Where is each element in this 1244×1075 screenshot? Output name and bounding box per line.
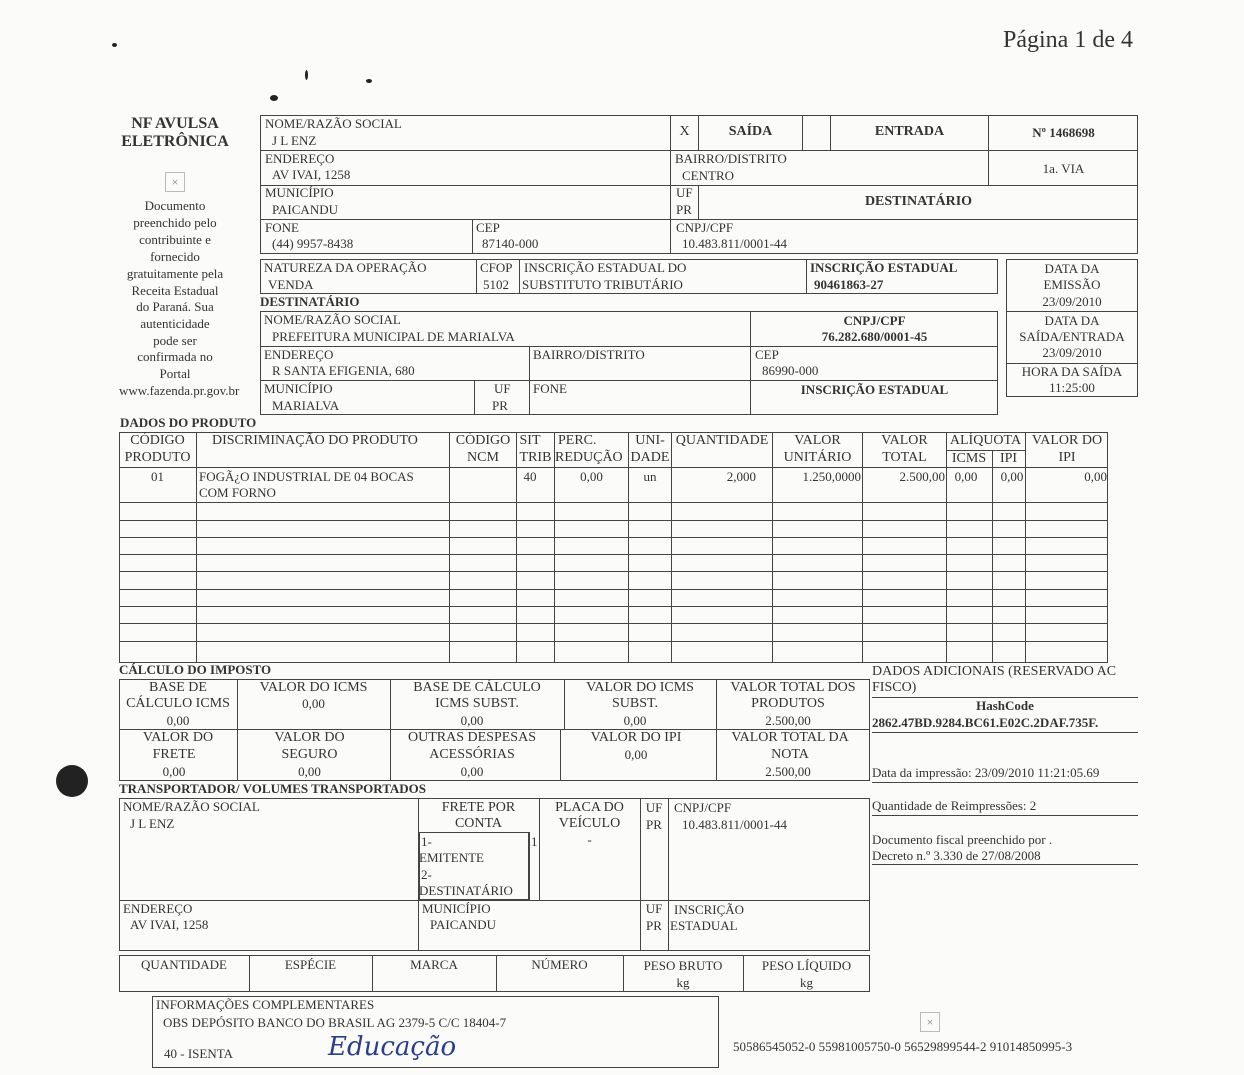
transp-cnpj-label: CNPJ/CPF — [674, 800, 732, 815]
col-aliq-icms-label: ICMS — [951, 451, 987, 466]
frete-option: 2- — [421, 867, 432, 882]
broken-image-icon: × — [920, 1012, 940, 1032]
scan-speck — [305, 70, 308, 80]
handwritten-note: Educação — [328, 1032, 457, 1062]
total-produtos-label1: VALOR TOTAL DOS — [730, 680, 856, 695]
transp-endereco: AV IVAI, 1258 — [130, 917, 209, 932]
notice-line: confirmada no — [137, 349, 213, 364]
broken-image-icon: × — [165, 172, 185, 192]
data-emissao: 23/09/2010 — [1042, 294, 1102, 309]
hora-saida: 11:25:00 — [1049, 380, 1095, 395]
emitente-endereco: AV IVAI, 1258 — [272, 167, 351, 182]
vol-peso-liquido-unit: kg — [800, 975, 813, 990]
base-subst-value: 0,00 — [460, 713, 484, 728]
frete-option: 1- — [421, 834, 432, 849]
emitente-bairro: CENTRO — [682, 168, 734, 183]
transp-nome-label: NOME/RAZÃO SOCIAL — [123, 799, 260, 814]
item-valor-ipi: 0,00 — [1084, 469, 1107, 484]
base-subst-label1: BASE DE CÁLCULO — [413, 680, 541, 695]
notice-line: Portal — [159, 366, 191, 381]
transp-endereco-label: ENDEREÇO — [123, 901, 193, 916]
emitente-nome: J L ENZ — [272, 133, 317, 148]
vol-peso-liquido-label: PESO LÍQUIDO — [761, 958, 852, 973]
scan-speck — [112, 43, 117, 47]
col-unidade-label1: UNI- — [635, 433, 665, 448]
doc-title-line1: NF AVULSA — [131, 115, 219, 132]
notice-line: contribuinte e — [139, 232, 211, 247]
via-label: 1a. VIA — [1042, 161, 1085, 176]
col-aliq-ipi-label: IPI — [999, 451, 1018, 466]
transp-ie-label2: ESTADUAL — [670, 918, 738, 933]
complementares-isenta: 40 - ISENTA — [164, 1046, 234, 1061]
emitente-cnpj: 10.483.811/0001-44 — [682, 236, 787, 251]
icms-subst-label1: VALOR DO ICMS — [586, 680, 694, 695]
col-codigo-label1: CÓDIGO — [130, 433, 185, 448]
dest-cnpj-label: CNPJ/CPF — [843, 313, 906, 328]
dest-endereco: R SANTA EFIGENIA, 680 — [272, 363, 415, 378]
vol-numero-label: NÚMERO — [531, 957, 588, 972]
vol-especie-label: ESPÉCIE — [284, 957, 337, 972]
notice-line: do Paraná. Sua — [136, 299, 214, 314]
natureza-operacao: VENDA — [268, 277, 314, 292]
item-valor-total: 2.500,00 — [899, 469, 945, 484]
base-icms-label2: CÁLCULO ICMS — [126, 696, 230, 711]
transp-uf2: PR — [646, 918, 662, 933]
scan-speck — [270, 95, 278, 101]
notice-line: gratuitamente pela — [126, 266, 224, 281]
nota-number: Nº 1468698 — [1032, 125, 1095, 140]
base-icms-label1: BASE DE — [149, 680, 207, 695]
imposto-heading: CÁLCULO DO IMPOSTO — [119, 662, 272, 677]
punch-hole-mark — [56, 765, 88, 797]
produtos-heading: DADOS DO PRODUTO — [120, 415, 257, 430]
transp-cnpj: 10.483.811/0001-44 — [682, 817, 787, 832]
frete-label1: VALOR DO — [142, 730, 214, 745]
emitente-bairro-label: BAIRRO/DISTRITO — [675, 151, 787, 166]
col-valor-unitario-label2: UNITÁRIO — [783, 450, 852, 465]
dest-uf: PR — [492, 398, 508, 413]
icms-subst-label2: SUBST. — [611, 696, 659, 711]
saida-check-mark: X — [679, 124, 690, 139]
decreto-line2: Decreto n.º 3.330 de 27/08/2008 — [872, 848, 1041, 863]
frete-option: DESTINATÁRIO — [419, 883, 513, 898]
dest-municipio-label: MUNICÍPIO — [264, 381, 333, 396]
saida-label2: SAÍDA/ENTRADA — [1019, 329, 1125, 344]
valor-ipi-value: 0,00 — [624, 747, 648, 762]
item-codigo: 01 — [151, 469, 164, 484]
item-valor-unitario: 1.250,0000 — [802, 469, 861, 484]
placa-label2: VEÍCULO — [558, 816, 621, 831]
seguro-value: 0,00 — [298, 764, 321, 779]
valor-icms-value: 0,00 — [302, 696, 325, 711]
frete-value: 0,00 — [162, 764, 186, 779]
dest-cnpj: 76.282.680/0001-45 — [821, 329, 928, 344]
item-descricao-line1: FOGÃ¿O INDUSTRIAL DE 04 BOCAS — [199, 469, 414, 484]
icms-subst-value: 0,00 — [623, 713, 647, 728]
emitente-cnpj-label: CNPJ/CPF — [676, 220, 734, 235]
item-sit-trib: 40 — [523, 469, 537, 484]
notice-line: Receita Estadual — [131, 283, 219, 298]
transp-uf-label: UF — [645, 800, 663, 815]
scan-speck — [366, 79, 372, 83]
barcode-number: 50586545052-0 55981005750-0 56529899544-2 91014850995-3 — [733, 1039, 1073, 1054]
total-nota-label1: VALOR TOTAL DA — [731, 730, 849, 745]
emitente-fone-label: FONE — [265, 220, 299, 235]
transp-uf: PR — [646, 817, 662, 832]
item-perc-reducao: 0,00 — [580, 469, 603, 484]
base-subst-label2: ICMS SUBST. — [435, 696, 519, 711]
saida-label1: DATA DA — [1044, 313, 1100, 328]
destinatario-heading: DESTINATÁRIO — [260, 294, 360, 309]
notice-line: Documento — [144, 198, 206, 213]
vol-peso-bruto-label: PESO BRUTO — [643, 958, 723, 973]
transp-municipio-label: MUNICÍPIO — [422, 901, 491, 916]
notice-line: autenticidade — [140, 316, 210, 331]
frete-conta-label2: CONTA — [454, 816, 503, 831]
dest-nome: PREFEITURA MUNICIPAL DE MARIALVA — [272, 329, 515, 344]
col-valor-unitario-label1: VALOR — [794, 433, 841, 448]
seguro-label1: VALOR DO — [274, 730, 345, 745]
col-valor-total-label1: VALOR — [881, 433, 928, 448]
hora-label: HORA DA SAÍDA — [1021, 364, 1123, 379]
col-ncm-label2: NCM — [467, 450, 499, 465]
seguro-label2: SEGURO — [281, 747, 338, 762]
dest-ie-label: INSCRIÇÃO ESTADUAL — [800, 382, 949, 397]
outras-despesas-label1: OUTRAS DESPESAS — [408, 730, 536, 745]
item-quantidade: 2,000 — [726, 469, 756, 484]
total-produtos-label2: PRODUTOS — [751, 696, 825, 711]
adicionais-heading-line1: DADOS ADICIONAIS (RESERVADO AC — [872, 664, 1117, 679]
emitente-municipio-label: MUNICÍPIO — [265, 185, 334, 200]
notice-line: fornecido — [150, 249, 200, 264]
vol-quantidade-label: QUANTIDADE — [141, 957, 227, 972]
entrada-label: ENTRADA — [874, 124, 945, 139]
dest-endereco-label: ENDEREÇO — [264, 347, 334, 362]
col-perc-label2: REDUÇÃO — [555, 450, 623, 465]
col-quantidade-label: QUANTIDADE — [675, 433, 769, 448]
col-aliquota-label: ALÍQUOTA — [949, 433, 1022, 448]
ie-value: 90461863-27 — [814, 277, 884, 292]
data-impressao: Data da impressão: 23/09/2010 11:21:05.69 — [872, 765, 1100, 780]
emitente-endereco-label: ENDEREÇO — [265, 151, 335, 166]
total-nota-label2: NOTA — [771, 747, 809, 762]
cfop-label: CFOP — [480, 260, 513, 275]
col-valor-total-label2: TOTAL — [882, 450, 927, 465]
item-descricao-line2: COM FORNO — [199, 485, 276, 500]
item-unidade: un — [643, 469, 657, 484]
decreto-line1: Documento fiscal preenchido por . — [872, 832, 1053, 847]
valor-ipi-label: VALOR DO IPI — [590, 730, 682, 745]
saida-label: SAÍDA — [728, 124, 773, 139]
emissao-label1: DATA DA — [1044, 261, 1100, 276]
frete-label2: FRETE — [152, 747, 196, 762]
data-saida: 23/09/2010 — [1042, 345, 1102, 360]
adicionais-heading-line2: FISCO) — [872, 680, 917, 695]
destinatario-heading-top: DESTINATÁRIO — [864, 194, 973, 209]
emitente-cep: 87140-000 — [482, 236, 539, 251]
dest-cep-label: CEP — [755, 347, 779, 362]
emitente-cep-label: CEP — [476, 220, 500, 235]
col-perc-label1: PERC. — [558, 433, 597, 448]
transp-municipio: PAICANDU — [430, 917, 496, 932]
col-codigo-label2: PRODUTO — [124, 450, 191, 465]
qtd-reimpressoes: Quantidade de Reimpressões: 2 — [872, 798, 1037, 813]
vol-marca-label: MARCA — [410, 957, 458, 972]
dest-cep: 86990-000 — [762, 363, 819, 378]
col-sit-label1: SIT — [519, 433, 541, 448]
col-valor-ipi-label2: IPI — [1058, 450, 1076, 465]
ie-subst-label-line1: INSCRIÇÃO ESTADUAL DO — [524, 260, 687, 275]
dest-bairro-label: BAIRRO/DISTRITO — [533, 347, 645, 362]
total-nota-value: 2.500,00 — [765, 764, 811, 779]
ie-subst-label-line2: SUBSTITUTO TRIBUTÁRIO — [522, 277, 683, 292]
col-discriminacao-label: DISCRIMINAÇÃO DO PRODUTO — [212, 433, 418, 448]
page-number: Página 1 de 4 — [1003, 27, 1133, 53]
col-unidade-label2: DADE — [630, 450, 670, 465]
dest-fone-label: FONE — [533, 381, 567, 396]
complementares-label: INFORMAÇÕES COMPLEMENTARES — [156, 997, 375, 1012]
transp-nome: J L ENZ — [130, 816, 175, 831]
doc-title-line2: ELETRÔNICA — [121, 133, 229, 150]
valor-icms-label: VALOR DO ICMS — [259, 680, 368, 695]
item-aliq-ipi: 0,00 — [1000, 469, 1024, 484]
frete-selected: 1 — [531, 834, 538, 849]
dest-uf-label: UF — [494, 381, 511, 396]
emitente-municipio: PAICANDU — [272, 202, 338, 217]
emitente-uf: PR — [676, 202, 692, 217]
notice-line: preenchido pelo — [133, 215, 217, 230]
frete-conta-label1: FRETE POR — [441, 800, 516, 815]
portal-url: www.fazenda.pr.gov.br — [119, 383, 240, 398]
emitente-uf-label: UF — [676, 185, 693, 200]
vol-peso-bruto-unit: kg — [676, 975, 690, 990]
notice-line: pode ser — [153, 333, 197, 348]
transp-ie-label1: INSCRIÇÃO — [674, 902, 745, 917]
item-aliq-icms: 0,00 — [954, 469, 978, 484]
outras-despesas-label2: ACESSÓRIAS — [429, 747, 515, 762]
cfop-value: 5102 — [483, 277, 509, 292]
emitente-nome-label: NOME/RAZÃO SOCIAL — [265, 116, 402, 131]
frete-option: EMITENTE — [419, 850, 484, 865]
transportador-heading: TRANSPORTADOR/ VOLUMES TRANSPORTADOS — [119, 781, 427, 796]
total-produtos-value: 2.500,00 — [765, 713, 811, 728]
dest-nome-label: NOME/RAZÃO SOCIAL — [264, 312, 401, 327]
placa-value: - — [587, 832, 592, 847]
outras-despesas-value: 0,00 — [460, 764, 484, 779]
base-icms-value: 0,00 — [166, 713, 190, 728]
col-valor-ipi-label1: VALOR DO — [1031, 433, 1103, 448]
complementares-obs: OBS DEPÓSITO BANCO DO BRASIL AG 2379-5 C/C 18404-7 — [163, 1015, 507, 1030]
natureza-label: NATUREZA DA OPERAÇÃO — [264, 260, 427, 275]
col-ncm-label1: CÓDIGO — [455, 433, 511, 448]
hashcode-label: HashCode — [976, 698, 1034, 713]
emissao-label2: EMISSÃO — [1043, 277, 1101, 292]
hashcode-value: 2862.47BD.9284.BC61.E02C.2DAF.735F. — [872, 715, 1099, 730]
transp-uf2-label: UF — [645, 901, 663, 916]
col-sit-label2: TRIB — [519, 450, 552, 465]
emitente-fone: (44) 9957-8438 — [272, 236, 354, 251]
ie-label: INSCRIÇÃO ESTADUAL — [810, 260, 958, 275]
placa-label1: PLACA DO — [555, 800, 624, 815]
dest-municipio: MARIALVA — [272, 398, 340, 413]
